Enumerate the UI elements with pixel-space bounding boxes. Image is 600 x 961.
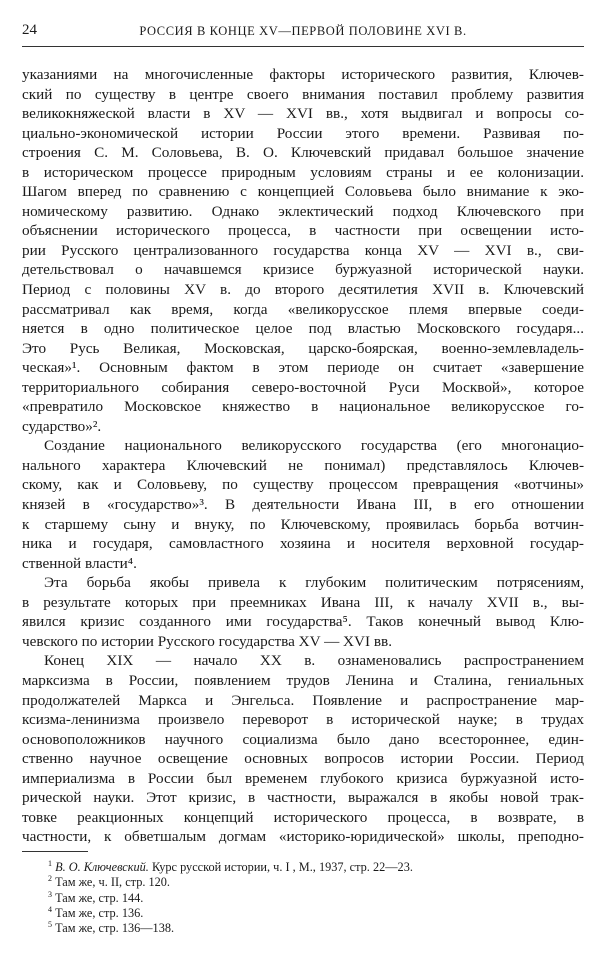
text-line: князей в «государство»³. В деятельности Ивана III, в его отношении [22, 496, 584, 514]
text-line: Это Русь Великая, Московская, царско-боярская, военно-землевладель- [22, 339, 584, 357]
text-line: рической науки. Этот кризис, в частности, выражался в якобы новой трак- [22, 789, 584, 807]
text-line: в историческом процессе природным условиям страны и ее колонизации. [22, 163, 584, 181]
page-number: 24 [22, 22, 37, 38]
text-line: циально-экономической истории России этого времени. Развивая по- [22, 124, 584, 142]
text-line: ксизма-ленинизма произвело переворот в исторической науке; в трудах [22, 711, 584, 729]
text-line: сударство»². [22, 417, 102, 435]
footnote-mark: 4 [48, 904, 52, 914]
text-line: ческая»¹. Основным фактом в этом периоде он считает «завершение [22, 359, 584, 377]
footnote-mark: 1 [48, 858, 52, 868]
text-line: Период с половины XV в. до второго десятилетия XVII в. Ключевский [22, 281, 584, 299]
footnote-author: В. О. Ключевский. [55, 860, 149, 874]
main-text [22, 65, 584, 847]
footnote-text: Там же, стр. 144. [55, 890, 144, 905]
text-line: ственно научное освещение основных вопросов истории России. Период [22, 750, 584, 768]
text-line: к старшему сыну и внуку, по Ключевскому, проявилась борьба вотчин- [22, 515, 584, 533]
text-line: в результате которых при преемниках Ивана III, к началу XVII в., вы- [22, 593, 584, 611]
text-line: основоположников научного социализма было дано всестороннее, един- [22, 730, 584, 748]
text-line: территориального собирания северо-восточной Руси Москвой», которое [22, 378, 584, 396]
text-line: ский по существу в центре своего внимания поставил проблему развития [22, 85, 584, 103]
text-line: нального характера Ключевский не понимал) представлялось Ключев- [22, 456, 584, 474]
footnote-text: Там же, стр. 136. [55, 905, 144, 920]
running-title: РОССИЯ В КОНЦЕ XV—ПЕРВОЙ ПОЛОВИНЕ XVI В. [139, 24, 467, 38]
text-line: рассматривал как время, когда «великорусское племя впервые соеди- [22, 300, 584, 318]
footnote-mark: 2 [48, 874, 52, 884]
paragraph [22, 436, 584, 573]
footnote-text: Там же, стр. 136—138. [55, 921, 175, 936]
text-line: товке реакционных концепций исторического процесса, в возврате, в [22, 808, 584, 826]
paragraph [22, 573, 584, 651]
text-line: явился кризис созданного ими государства⁵. Таков конечный вывод Клю- [22, 613, 584, 631]
paragraph [22, 65, 584, 436]
text-line: строения С. М. Соловьева, В. О. Ключевский придавал большое значение [22, 144, 584, 162]
text-line: марксизма в России, появлением трудов Ленина и Сталина, гениальных [22, 671, 584, 689]
text-line: Конец XIX — начало XX в. ознаменовались распространением [44, 652, 584, 670]
footnote-text: Там же, ч. II, стр. 120. [55, 875, 171, 890]
text-line: рии Русского централизованного государства конца XV — XVI в., сви- [22, 241, 584, 259]
footnote-text: Курс русской истории, ч. I , М., 1937, стр. 22—23. [148, 860, 413, 874]
running-header [22, 22, 584, 42]
footnote [48, 875, 413, 890]
text-line: объяснении исторического процесса, в частности при освещении исто- [22, 222, 584, 240]
text-line: Шагом вперед по сравнению с концепцией Соловьева было внимание к эко- [22, 183, 584, 201]
text-line: Создание национального великорусского государства (его многонацио- [44, 437, 584, 455]
text-line: частности, к обветшалым догмам «историко-юридической» школы, преподно- [22, 828, 584, 846]
text-line: номическому развитию. Однако эклектический подход Ключевского при [22, 202, 584, 220]
footnote [48, 906, 413, 921]
paragraph [22, 651, 584, 846]
footnote-mark: 3 [48, 889, 52, 899]
text-line: продолжателей Маркса и Энгельса. Появление и распространение мар- [22, 691, 584, 709]
footnotes [48, 860, 413, 936]
footnote-rule [22, 851, 88, 852]
text-line: указаниями на многочисленные факторы исторического развития, Ключев- [22, 66, 584, 83]
text-line: скому, как и Соловьеву, по существу процессом превращения «вотчины» [22, 476, 584, 494]
header-rule [22, 46, 584, 47]
text-line: «превратило Московское княжество в национальное великорусское го- [22, 398, 584, 416]
text-line: детельствовал о начавшемся кризисе буржуазной исторической науки. [22, 261, 584, 279]
footnote [48, 891, 413, 906]
text-line: Эта борьба якобы привела к глубоким политическим потрясениям, [44, 574, 584, 592]
text-line: великокняжеской власти в XV — XVI вв., хотя выдвигал и вопросы со- [22, 105, 584, 123]
footnote [48, 921, 413, 936]
text-line: няется в одно политическое целое под властью Московского государя... [22, 320, 584, 338]
text-line: чевского по истории Русского государства XV — XVI вв. [22, 632, 392, 650]
text-line: ственной власти⁴. [22, 554, 137, 572]
footnote-mark: 5 [48, 920, 52, 930]
footnote [48, 860, 413, 875]
text-line: империализма в России был временем глубокого кризиса буржуазной исто- [22, 769, 584, 787]
text-line: ника и государя, самовластного хозяина и носителя верховной государ- [22, 535, 584, 553]
